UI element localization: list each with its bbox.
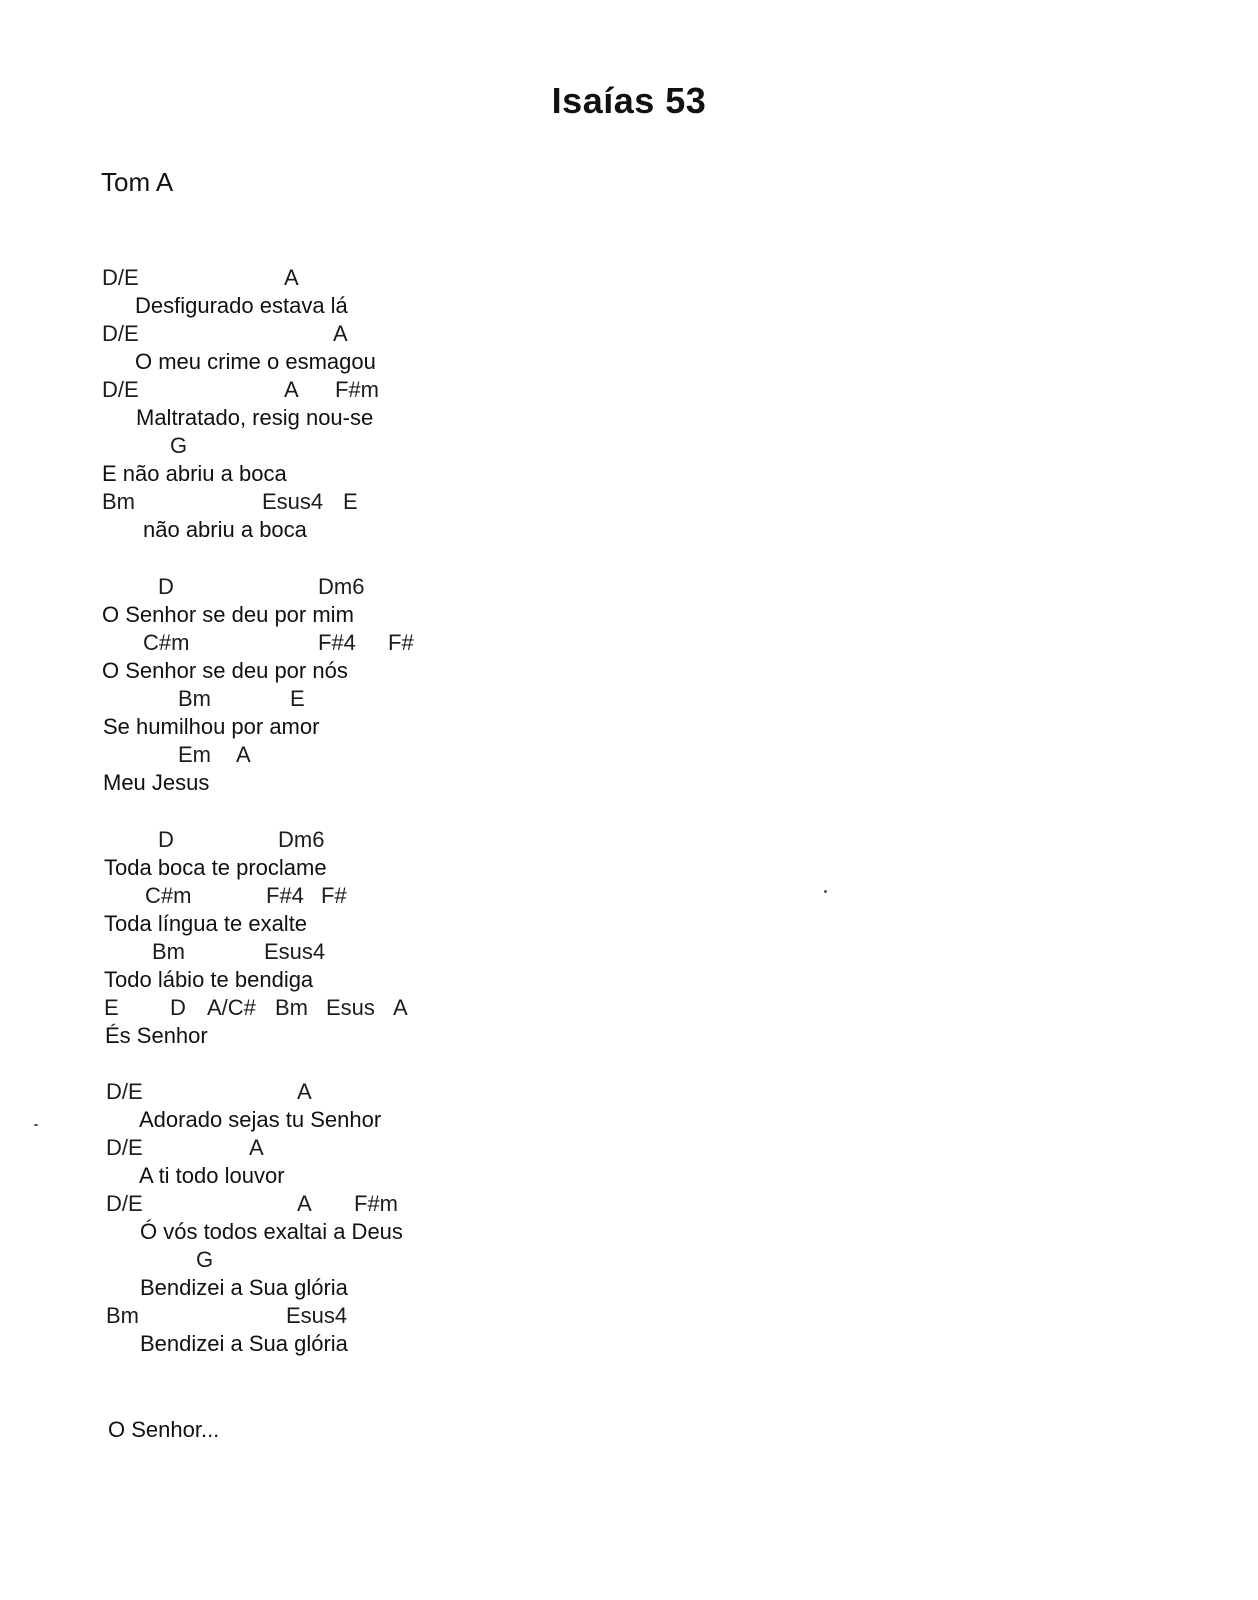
chord: D/E — [106, 1135, 143, 1160]
lyric-line: Adorado sejas tu Senhor — [139, 1107, 382, 1132]
chord: D/E — [106, 1079, 143, 1104]
chord: A — [284, 265, 299, 290]
scan-speck — [824, 890, 827, 893]
scan-speck — [34, 1124, 38, 1126]
chord: A — [297, 1079, 312, 1104]
chord: E — [104, 995, 119, 1020]
lyric-line: Todo lábio te bendiga — [104, 967, 314, 992]
chord: A — [297, 1191, 312, 1216]
chord: A — [284, 377, 299, 402]
outro-line: O Senhor... — [108, 1417, 220, 1442]
chord: Esus4 — [264, 939, 326, 964]
chord: D/E — [102, 265, 139, 290]
lyric-line: O meu crime o esmagou — [135, 349, 376, 374]
chord: F#m — [354, 1191, 398, 1216]
song-key: Tom A — [101, 167, 174, 197]
chord: F#m — [335, 377, 379, 402]
chord: Bm — [152, 939, 185, 964]
chord: Esus4 — [286, 1303, 348, 1328]
lyric-line: não abriu a boca — [143, 517, 307, 542]
chord: Bm — [102, 489, 135, 514]
chord: A — [236, 742, 251, 767]
chord: G — [196, 1247, 214, 1272]
chord: F#4 — [266, 883, 304, 908]
chord: D — [158, 827, 174, 852]
lyric-line: Maltratado, resig nou-se — [136, 405, 374, 430]
chord: Esus — [326, 995, 375, 1020]
chord: Bm — [275, 995, 308, 1020]
lyric-line: Desfigurado estava lá — [135, 293, 348, 318]
chord: Esus4 — [262, 489, 324, 514]
chord: C#m — [145, 883, 192, 908]
chord: F# — [321, 883, 347, 908]
chord: D/E — [102, 377, 139, 402]
lyric-line: Meu Jesus — [103, 770, 210, 795]
lyric-line: O Senhor se deu por nós — [102, 658, 348, 683]
lyric-line: E não abriu a boca — [102, 461, 287, 486]
chord: C#m — [143, 630, 190, 655]
lyric-line: Toda boca te proclame — [104, 855, 327, 880]
chord: E — [343, 489, 358, 514]
lyric-line: Bendizei a Sua glória — [140, 1331, 348, 1356]
lyric-line: Ó vós todos exaltai a Deus — [140, 1219, 403, 1244]
lyric-line: A ti todo louvor — [139, 1163, 285, 1188]
chord: Dm6 — [318, 574, 365, 599]
chord: F#4 — [318, 630, 356, 655]
chord: D/E — [106, 1191, 143, 1216]
song-title: Isaías 53 — [551, 80, 707, 121]
lyric-line: Se humilhou por amor — [103, 714, 320, 739]
lyric-line: Bendizei a Sua glória — [140, 1275, 348, 1300]
chord: Em — [178, 742, 211, 767]
chord: F# — [388, 630, 414, 655]
lyric-line: És Senhor — [105, 1023, 208, 1048]
lyric-line: Toda língua te exalte — [104, 911, 308, 936]
chord: A — [249, 1135, 264, 1160]
chord: D — [158, 574, 174, 599]
lyric-line: O Senhor se deu por mim — [102, 602, 354, 627]
chord: Dm6 — [278, 827, 325, 852]
chord: Bm — [106, 1303, 139, 1328]
chord: D — [170, 995, 186, 1020]
chord: E — [290, 686, 305, 711]
chord: A/C# — [207, 995, 256, 1020]
chord: A — [333, 321, 348, 346]
chord: G — [170, 433, 188, 458]
chord: A — [393, 995, 408, 1020]
chord: Bm — [178, 686, 211, 711]
chord: D/E — [102, 321, 139, 346]
